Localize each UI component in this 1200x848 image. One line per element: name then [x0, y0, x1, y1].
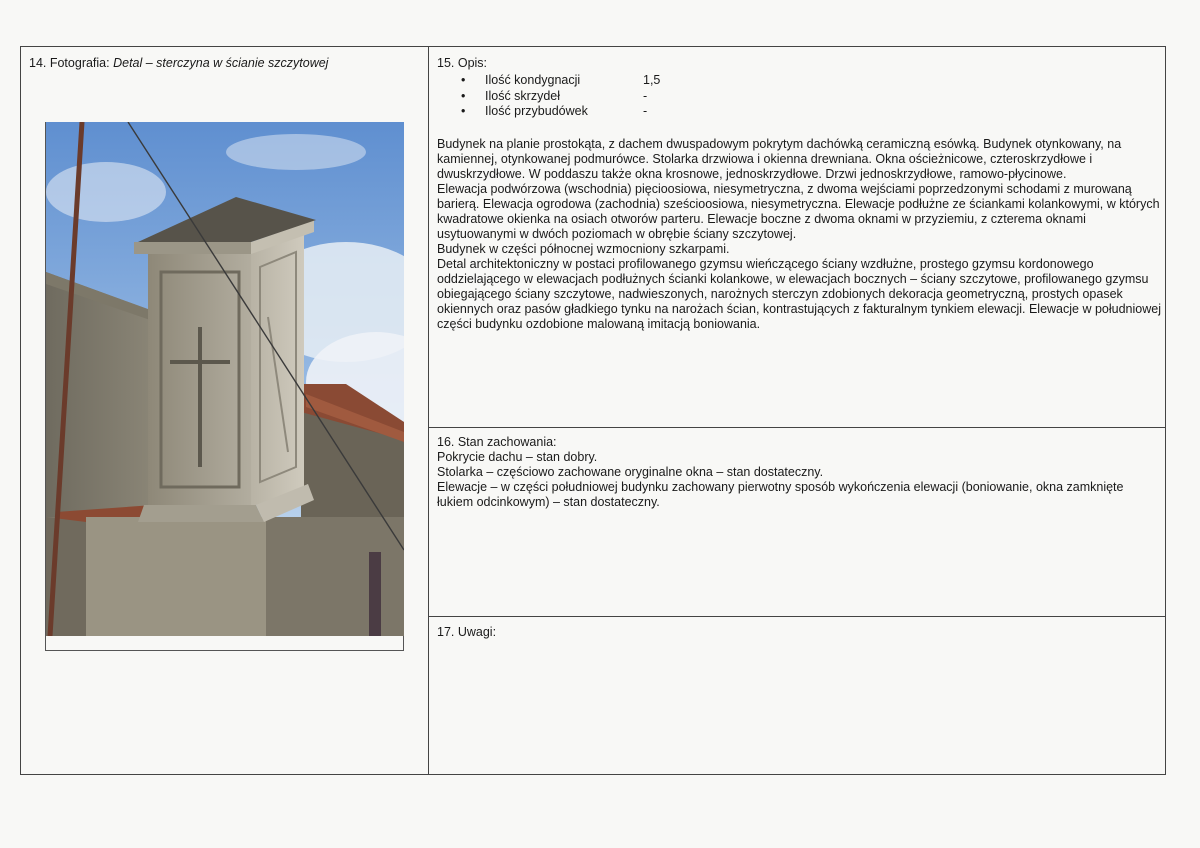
state-line: Elewacje – w części południowej budynku zachowany pierwotny sposób wykończenia elewacji (boniowanie, okna zamknięte łukiem odcinkowym) – stan dostateczny. — [437, 480, 1124, 509]
inventory-card — [20, 46, 1166, 775]
description-paragraph: Budynek na planie prostokąta, z dachem dwuspadowym pokrytym dachówką ceramiczną esówką. Budynek otynkowany, na kamiennej, otynkowanej podmurówce. Stolarka drzwiowa i okienna drewniana. Okna ościeżnicowe, czteroskrzydłowe i dwuskrzydłowe. W poddaszu także okna krosnowe, jednoskrzydłowe. Drzwi jednoskrzydłowe, ramowo-płycinowe. — [437, 136, 1122, 181]
row-divider-description — [428, 427, 1165, 428]
state-section — [437, 435, 1161, 510]
stat-floors — [461, 73, 1161, 89]
description-text — [437, 137, 1161, 332]
photo-pinnacle-detail — [46, 122, 404, 636]
state-line: Stolarka – częściowo zachowane oryginalne okna – stan dostateczny. — [437, 465, 824, 479]
notes-section — [437, 625, 1161, 640]
row-divider-state — [428, 616, 1165, 617]
stat-annexes — [461, 104, 1161, 120]
description-section — [437, 56, 1161, 332]
description-paragraph: Elewacja podwórzowa (wschodnia) pięcioosiowa, niesymetryczna, z dwoma wejściami poprzedzonymi schodami z murowaną barierą. Elewacja ogrodowa (zachodnia) sześcioosiowa, niesymetryczna. Elewacje podłużne ze ściankami kolankowymi, w których kwadratowe okienka na osiach otworów parteru. Elewacje boczne z dwoma oknami w przyziemiu, z czterema oknami usytuowanymi w dwóch poziomach w obrębie ściany szczytowej. — [437, 181, 1160, 241]
description-title: 15. Opis: — [437, 56, 488, 70]
stat-label: Ilość przybudówek — [485, 104, 588, 118]
state-line: Pokrycie dachu – stan dobry. — [437, 450, 598, 464]
stat-value: - — [643, 104, 648, 118]
photo-number-label: 14. Fotografia: — [29, 56, 110, 70]
stat-wings — [461, 89, 1161, 105]
column-divider — [428, 47, 429, 774]
stats-list — [437, 73, 1161, 120]
stat-value: - — [643, 88, 648, 103]
stat-label: Ilość kondygnacji — [485, 73, 581, 87]
photo-caption-text: Detal – sterczyna w ścianie szczytowej — [113, 56, 329, 70]
notes-title: 17. Uwagi: — [437, 625, 497, 639]
photo-caption — [29, 56, 328, 70]
stat-label: Ilość skrzydeł — [485, 88, 561, 103]
stat-value: 1,5 — [643, 73, 661, 87]
description-paragraph: Detal architektoniczny w postaci profilowanego gzymsu wieńczącego ściany wzdłużne, prostego gzymsu kordonowego oddzielającego w elewacjach podłużnych ścianki kolankowe, w elewacjach bocznych – ściany szczytowe, profilowanego gzymsu obiegającego ściany szczytowe, nadwieszonych, narożnych sterczyn zdobionych dekoracja geometryczną, prostych opasek okiennych oraz pasów gładkiego tynku na narożach ścian, kontrastujących z fakturalnym tynkiem elewacji. Elewacje w południowej części budynku ozdobione malowaną imitacją boniowania. — [437, 256, 1161, 331]
state-title: 16. Stan zachowania: — [437, 435, 557, 449]
description-paragraph: Budynek w części północnej wzmocniony szkarpami. — [437, 241, 730, 256]
